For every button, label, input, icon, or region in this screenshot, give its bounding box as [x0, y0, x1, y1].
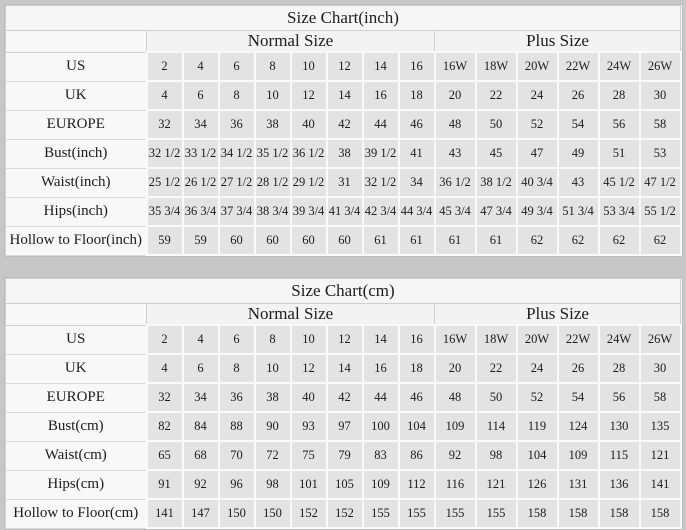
size-value-cell: 141: [147, 499, 183, 528]
size-value-cell: 130: [599, 412, 640, 441]
size-value-cell: 46: [399, 110, 435, 139]
size-value-cell: 14: [363, 325, 399, 354]
size-row-hips-inch: [6, 197, 681, 226]
size-value-cell: 16: [399, 52, 435, 81]
size-value-cell: 45: [476, 139, 517, 168]
size-value-cell: 8: [219, 81, 255, 110]
size-value-cell: 35 3/4: [147, 197, 183, 226]
size-value-cell: 35 1/2: [255, 139, 291, 168]
size-value-cell: 40 3/4: [517, 168, 558, 197]
size-value-cell: 47 1/2: [640, 168, 681, 197]
size-value-cell: 16W: [435, 52, 476, 81]
group-header-normal-size: Normal Size: [147, 31, 435, 53]
size-value-cell: 20: [435, 354, 476, 383]
size-value-cell: 152: [327, 499, 363, 528]
size-value-cell: 39 1/2: [363, 139, 399, 168]
size-value-cell: 16W: [435, 325, 476, 354]
size-value-cell: 32: [147, 383, 183, 412]
size-value-cell: 26W: [640, 325, 681, 354]
size-value-cell: 54: [558, 383, 599, 412]
size-value-cell: 141: [640, 470, 681, 499]
size-value-cell: 59: [183, 226, 219, 255]
size-value-cell: 36 1/2: [291, 139, 327, 168]
table-gap: [4, 262, 686, 277]
size-value-cell: 105: [327, 470, 363, 499]
size-value-cell: 34: [183, 110, 219, 139]
size-row-us: [6, 52, 681, 81]
size-value-cell: 96: [219, 470, 255, 499]
size-value-cell: 47: [517, 139, 558, 168]
size-value-cell: 42: [327, 383, 363, 412]
size-value-cell: 10: [291, 325, 327, 354]
size-value-cell: 104: [399, 412, 435, 441]
size-value-cell: 38 1/2: [476, 168, 517, 197]
size-value-cell: 54: [558, 110, 599, 139]
size-value-cell: 2: [147, 52, 183, 81]
corner-cell: [6, 304, 147, 326]
chart-title-row: [6, 6, 681, 31]
size-value-cell: 32 1/2: [147, 139, 183, 168]
size-value-cell: 61: [476, 226, 517, 255]
size-value-cell: 12: [327, 325, 363, 354]
row-label-hollow-to-floor-inch: Hollow to Floor(inch): [6, 226, 147, 255]
size-value-cell: 101: [291, 470, 327, 499]
size-value-cell: 131: [558, 470, 599, 499]
row-label-waist-cm: Waist(cm): [6, 441, 147, 470]
size-value-cell: 60: [291, 226, 327, 255]
size-value-cell: 52: [517, 383, 558, 412]
size-value-cell: 41 3/4: [327, 197, 363, 226]
size-value-cell: 119: [517, 412, 558, 441]
group-header-normal-size: Normal Size: [147, 304, 435, 326]
size-row-uk: [6, 354, 681, 383]
row-label-hips-cm: Hips(cm): [6, 470, 147, 499]
size-value-cell: 18: [399, 81, 435, 110]
size-value-cell: 83: [363, 441, 399, 470]
size-value-cell: 158: [517, 499, 558, 528]
size-value-cell: 155: [476, 499, 517, 528]
size-value-cell: 112: [399, 470, 435, 499]
size-value-cell: 92: [435, 441, 476, 470]
size-value-cell: 45 1/2: [599, 168, 640, 197]
size-chart-cm-table: [5, 278, 682, 529]
size-value-cell: 114: [476, 412, 517, 441]
size-value-cell: 109: [435, 412, 476, 441]
corner-cell: [6, 31, 147, 53]
size-value-cell: 27 1/2: [219, 168, 255, 197]
row-label-hollow-to-floor-cm: Hollow to Floor(cm): [6, 499, 147, 528]
size-value-cell: 34: [399, 168, 435, 197]
size-value-cell: 42 3/4: [363, 197, 399, 226]
size-value-cell: 22: [476, 354, 517, 383]
size-value-cell: 50: [476, 383, 517, 412]
size-value-cell: 28 1/2: [255, 168, 291, 197]
size-value-cell: 61: [435, 226, 476, 255]
size-row-uk: [6, 81, 681, 110]
size-value-cell: 33 1/2: [183, 139, 219, 168]
size-value-cell: 18W: [476, 325, 517, 354]
size-value-cell: 115: [599, 441, 640, 470]
size-value-cell: 91: [147, 470, 183, 499]
size-value-cell: 150: [255, 499, 291, 528]
size-value-cell: 48: [435, 383, 476, 412]
size-value-cell: 31: [327, 168, 363, 197]
size-value-cell: 68: [183, 441, 219, 470]
size-value-cell: 62: [517, 226, 558, 255]
size-value-cell: 135: [640, 412, 681, 441]
size-value-cell: 16: [363, 354, 399, 383]
size-value-cell: 150: [219, 499, 255, 528]
size-row-hips-cm: [6, 470, 681, 499]
size-value-cell: 51 3/4: [558, 197, 599, 226]
size-value-cell: 30: [640, 354, 681, 383]
size-value-cell: 158: [599, 499, 640, 528]
size-value-cell: 59: [147, 226, 183, 255]
size-value-cell: 116: [435, 470, 476, 499]
row-label-hips-inch: Hips(inch): [6, 197, 147, 226]
size-value-cell: 36: [219, 110, 255, 139]
size-value-cell: 124: [558, 412, 599, 441]
size-value-cell: 14: [327, 354, 363, 383]
size-value-cell: 136: [599, 470, 640, 499]
size-value-cell: 152: [291, 499, 327, 528]
size-value-cell: 16: [399, 325, 435, 354]
size-value-cell: 109: [363, 470, 399, 499]
size-value-cell: 8: [255, 325, 291, 354]
size-value-cell: 100: [363, 412, 399, 441]
size-value-cell: 60: [255, 226, 291, 255]
row-label-bust-cm: Bust(cm): [6, 412, 147, 441]
size-value-cell: 28: [599, 354, 640, 383]
size-value-cell: 65: [147, 441, 183, 470]
size-chart-cm-wrapper: [4, 277, 683, 530]
size-value-cell: 40: [291, 383, 327, 412]
size-value-cell: 4: [147, 354, 183, 383]
size-value-cell: 26 1/2: [183, 168, 219, 197]
size-value-cell: 2: [147, 325, 183, 354]
size-value-cell: 28: [599, 81, 640, 110]
size-value-cell: 82: [147, 412, 183, 441]
row-label-uk: UK: [6, 81, 147, 110]
size-value-cell: 49: [558, 139, 599, 168]
size-chart-inch-wrapper: [4, 4, 683, 257]
size-value-cell: 98: [255, 470, 291, 499]
size-row-waist-cm: [6, 441, 681, 470]
size-value-cell: 50: [476, 110, 517, 139]
size-row-waist-inch: [6, 168, 681, 197]
size-value-cell: 14: [363, 52, 399, 81]
size-value-cell: 36 3/4: [183, 197, 219, 226]
size-value-cell: 12: [291, 354, 327, 383]
size-chart-inch-table: [5, 5, 682, 256]
size-row-bust-cm: [6, 412, 681, 441]
size-value-cell: 155: [435, 499, 476, 528]
size-value-cell: 32 1/2: [363, 168, 399, 197]
size-value-cell: 6: [219, 52, 255, 81]
size-value-cell: 158: [558, 499, 599, 528]
size-value-cell: 12: [291, 81, 327, 110]
size-value-cell: 26W: [640, 52, 681, 81]
size-value-cell: 44: [363, 110, 399, 139]
size-value-cell: 126: [517, 470, 558, 499]
size-value-cell: 44 3/4: [399, 197, 435, 226]
size-value-cell: 30: [640, 81, 681, 110]
size-value-cell: 158: [640, 499, 681, 528]
size-value-cell: 14: [327, 81, 363, 110]
size-value-cell: 90: [255, 412, 291, 441]
size-value-cell: 22W: [558, 52, 599, 81]
size-row-hollow-to-floor-inch: [6, 226, 681, 255]
size-value-cell: 104: [517, 441, 558, 470]
size-value-cell: 47 3/4: [476, 197, 517, 226]
size-value-cell: 56: [599, 383, 640, 412]
size-value-cell: 46: [399, 383, 435, 412]
size-value-cell: 53: [640, 139, 681, 168]
size-value-cell: 60: [219, 226, 255, 255]
size-value-cell: 121: [476, 470, 517, 499]
size-value-cell: 70: [219, 441, 255, 470]
size-value-cell: 18W: [476, 52, 517, 81]
size-value-cell: 24W: [599, 52, 640, 81]
row-label-europe: EUROPE: [6, 383, 147, 412]
size-value-cell: 26: [558, 354, 599, 383]
size-row-us: [6, 325, 681, 354]
size-value-cell: 97: [327, 412, 363, 441]
size-value-cell: 8: [255, 52, 291, 81]
size-value-cell: 18: [399, 354, 435, 383]
size-value-cell: 43: [435, 139, 476, 168]
size-value-cell: 52: [517, 110, 558, 139]
size-value-cell: 38: [255, 383, 291, 412]
size-value-cell: 62: [558, 226, 599, 255]
chart-title: Size Chart(cm): [6, 279, 681, 304]
size-value-cell: 4: [183, 325, 219, 354]
size-value-cell: 41: [399, 139, 435, 168]
size-value-cell: 10: [255, 81, 291, 110]
size-value-cell: 24: [517, 354, 558, 383]
size-value-cell: 6: [183, 81, 219, 110]
size-value-cell: 8: [219, 354, 255, 383]
group-header-row: [6, 31, 681, 53]
size-value-cell: 109: [558, 441, 599, 470]
size-value-cell: 26: [558, 81, 599, 110]
size-value-cell: 86: [399, 441, 435, 470]
size-value-cell: 20: [435, 81, 476, 110]
size-value-cell: 38: [327, 139, 363, 168]
size-value-cell: 53 3/4: [599, 197, 640, 226]
size-value-cell: 61: [399, 226, 435, 255]
size-value-cell: 36: [219, 383, 255, 412]
size-value-cell: 22: [476, 81, 517, 110]
size-value-cell: 43: [558, 168, 599, 197]
group-header-plus-size: Plus Size: [435, 304, 681, 326]
size-value-cell: 62: [640, 226, 681, 255]
size-value-cell: 36 1/2: [435, 168, 476, 197]
size-value-cell: 29 1/2: [291, 168, 327, 197]
row-label-uk: UK: [6, 354, 147, 383]
size-value-cell: 45 3/4: [435, 197, 476, 226]
group-header-row: [6, 304, 681, 326]
size-value-cell: 58: [640, 383, 681, 412]
size-value-cell: 25 1/2: [147, 168, 183, 197]
size-value-cell: 48: [435, 110, 476, 139]
size-value-cell: 92: [183, 470, 219, 499]
size-value-cell: 10: [291, 52, 327, 81]
size-value-cell: 72: [255, 441, 291, 470]
size-value-cell: 24: [517, 81, 558, 110]
size-value-cell: 6: [219, 325, 255, 354]
size-value-cell: 39 3/4: [291, 197, 327, 226]
size-value-cell: 42: [327, 110, 363, 139]
size-value-cell: 79: [327, 441, 363, 470]
size-value-cell: 16: [363, 81, 399, 110]
size-value-cell: 51: [599, 139, 640, 168]
size-row-bust-inch: [6, 139, 681, 168]
size-value-cell: 84: [183, 412, 219, 441]
row-label-us: US: [6, 52, 147, 81]
size-value-cell: 155: [363, 499, 399, 528]
row-label-waist-inch: Waist(inch): [6, 168, 147, 197]
size-value-cell: 20W: [517, 325, 558, 354]
size-value-cell: 37 3/4: [219, 197, 255, 226]
chart-title: Size Chart(inch): [6, 6, 681, 31]
size-row-hollow-to-floor-cm: [6, 499, 681, 528]
size-value-cell: 12: [327, 52, 363, 81]
size-value-cell: 93: [291, 412, 327, 441]
size-value-cell: 61: [363, 226, 399, 255]
chart-title-row: [6, 279, 681, 304]
size-value-cell: 62: [599, 226, 640, 255]
size-value-cell: 44: [363, 383, 399, 412]
size-value-cell: 38 3/4: [255, 197, 291, 226]
size-value-cell: 49 3/4: [517, 197, 558, 226]
size-value-cell: 40: [291, 110, 327, 139]
size-value-cell: 58: [640, 110, 681, 139]
size-value-cell: 6: [183, 354, 219, 383]
row-label-europe: EUROPE: [6, 110, 147, 139]
size-value-cell: 60: [327, 226, 363, 255]
size-value-cell: 56: [599, 110, 640, 139]
group-header-plus-size: Plus Size: [435, 31, 681, 53]
size-value-cell: 32: [147, 110, 183, 139]
size-value-cell: 22W: [558, 325, 599, 354]
size-value-cell: 10: [255, 354, 291, 383]
size-row-europe: [6, 110, 681, 139]
size-row-europe: [6, 383, 681, 412]
size-value-cell: 34: [183, 383, 219, 412]
size-value-cell: 88: [219, 412, 255, 441]
row-label-us: US: [6, 325, 147, 354]
size-value-cell: 155: [399, 499, 435, 528]
row-label-bust-inch: Bust(inch): [6, 139, 147, 168]
size-value-cell: 55 1/2: [640, 197, 681, 226]
size-value-cell: 38: [255, 110, 291, 139]
size-value-cell: 34 1/2: [219, 139, 255, 168]
size-value-cell: 147: [183, 499, 219, 528]
size-value-cell: 20W: [517, 52, 558, 81]
size-value-cell: 121: [640, 441, 681, 470]
size-value-cell: 24W: [599, 325, 640, 354]
size-value-cell: 75: [291, 441, 327, 470]
size-value-cell: 4: [147, 81, 183, 110]
size-value-cell: 4: [183, 52, 219, 81]
size-value-cell: 98: [476, 441, 517, 470]
